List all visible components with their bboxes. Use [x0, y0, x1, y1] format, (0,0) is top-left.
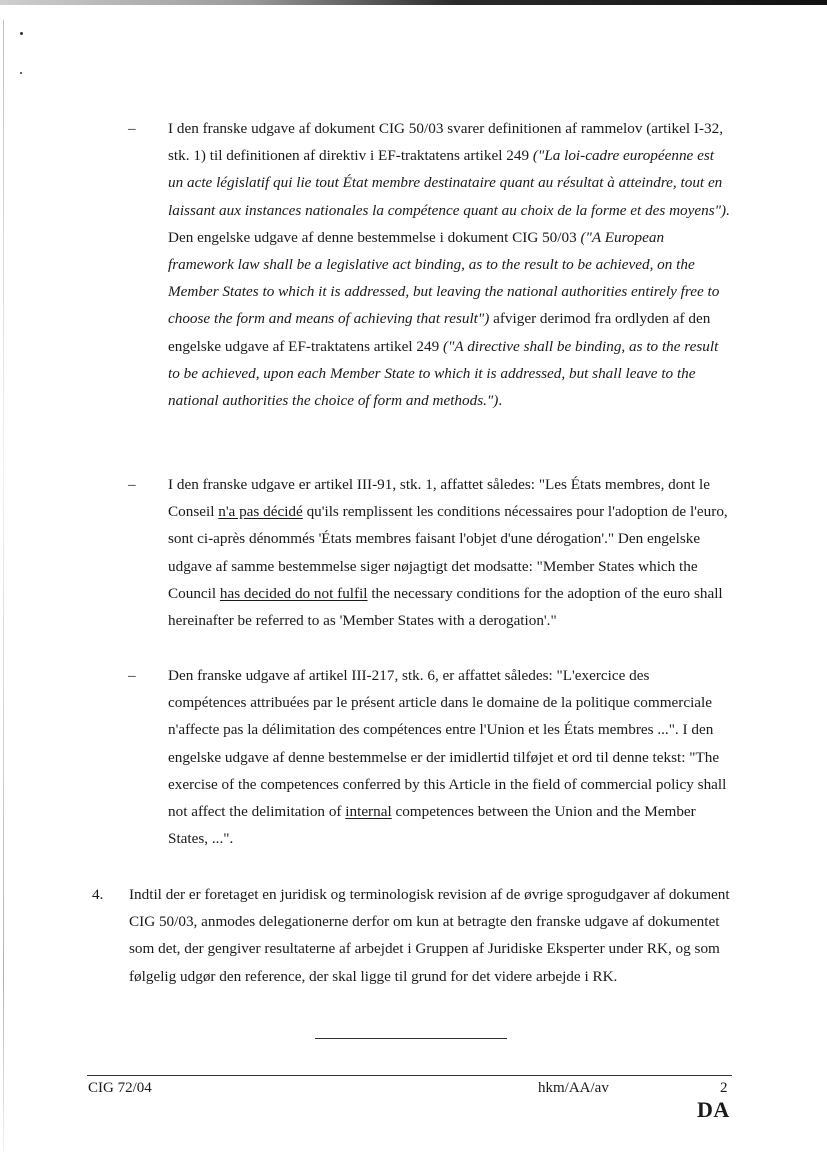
- scan-edge-top: [0, 0, 827, 5]
- footer-initials: hkm/AA/av: [538, 1080, 609, 1096]
- italic-quote: ("A directive shall be binding, as to the result to be achieved, upon each Member State to which it is addressed, but shall leave to the national authorities the choice of form and methods."): [168, 337, 719, 410]
- text-run: qu'ils remplissent les conditions nécessaires pour l'adoption de l'euro, sont ci-après dénommés 'États membres faisant l'objet d'une dérogation'." Den engelske udgave af samme bestemmelse siger nøjagtigt det modsatte: "Member States which the Council: [168, 503, 728, 602]
- text-run: Den franske udgave af artikel III-217, stk. 6, er affattet således: "L'exercice des compétences attribuées par le présent article dans le domaine de la politique commerciale n'affecte pas la délimitation des compétences entre l'Union et les États membres ...". I den engelske udgave af denne bestemmelse er der imidlertid tilføjet et ord til denne tekst: "The exercise of the competences conferred by this Article in the field of commercial policy shall not affect the delimitation of: [168, 667, 727, 821]
- text-run: I den franske udgave af dokument CIG 50/03 svarer definitionen af rammelov (artikel I-32, stk. 1) til definitionen af direktiv i EF-traktatens artikel 249: [168, 120, 723, 165]
- footer-rule: [87, 1075, 732, 1076]
- text-run: the necessary conditions for the adoption of the euro shall hereinafter be referred to as 'Member States with a derogation'.": [168, 584, 723, 630]
- bullet-dash: –: [128, 476, 136, 493]
- bullet-paragraph-2: [168, 471, 730, 634]
- text-run: competences between the Union and the Member States, ...".: [168, 803, 696, 848]
- bullet-paragraph-1: [168, 115, 730, 414]
- underlined-phrase: n'a pas décidé: [218, 503, 303, 521]
- point-4-paragraph: Indtil der er foretaget en juridisk og terminologisk revision af de øvrige sprogudgaver af dokument CIG 50/03, anmodes delegationerne derfor om kun at betragte den franske udgave af dokumentet som det, der gengiver resultaterne af arbejdet i Gruppen af Juridiske Eksperter under RK, og som følgelig udgør den reference, der skal ligge til grund for det videre arbejde i RK.: [129, 886, 730, 985]
- end-separator: [315, 1038, 507, 1039]
- underlined-phrase: has decided do not fulfil: [219, 584, 368, 602]
- text-run: I den franske udgave er artikel III-91, stk. 1, affattet således: "Les États membres, dont le Conseil: [168, 476, 710, 521]
- scan-speck: [20, 32, 23, 35]
- bullet-paragraph-3: [168, 662, 730, 852]
- text-run: Den engelske udgave af denne bestemmelse i dokument CIG 50/03: [168, 228, 581, 246]
- scan-speck: [20, 72, 22, 74]
- footer-language-code: DA: [697, 1097, 730, 1122]
- bullet-dash: –: [128, 120, 136, 137]
- text-run: .: [498, 392, 503, 410]
- scan-edge-left: [3, 20, 4, 1150]
- underlined-phrase: internal: [345, 803, 392, 821]
- point-number: 4.: [92, 886, 104, 903]
- italic-quote: ("La loi-cadre européenne est un acte législatif qui lie tout État membre destinataire quant au résultat à atteindre, tout en laissant aux instances nationales la compétence quant au choix de la forme et des moyens").: [168, 147, 730, 219]
- italic-quote: ("A European framework law shall be a legislative act binding, as to the result to be achieved, on the Member States to which it is addressed, but leaving the national authorities entirely free to choose the form and means of achieving that result"): [168, 228, 720, 328]
- footer-page-number: 2: [720, 1080, 728, 1096]
- text-run: afviger derimod fra ordlyden af den engelske udgave af EF-traktatens artikel 249: [168, 310, 711, 355]
- bullet-dash: –: [128, 667, 136, 684]
- footer-doc-ref: CIG 72/04: [88, 1080, 152, 1096]
